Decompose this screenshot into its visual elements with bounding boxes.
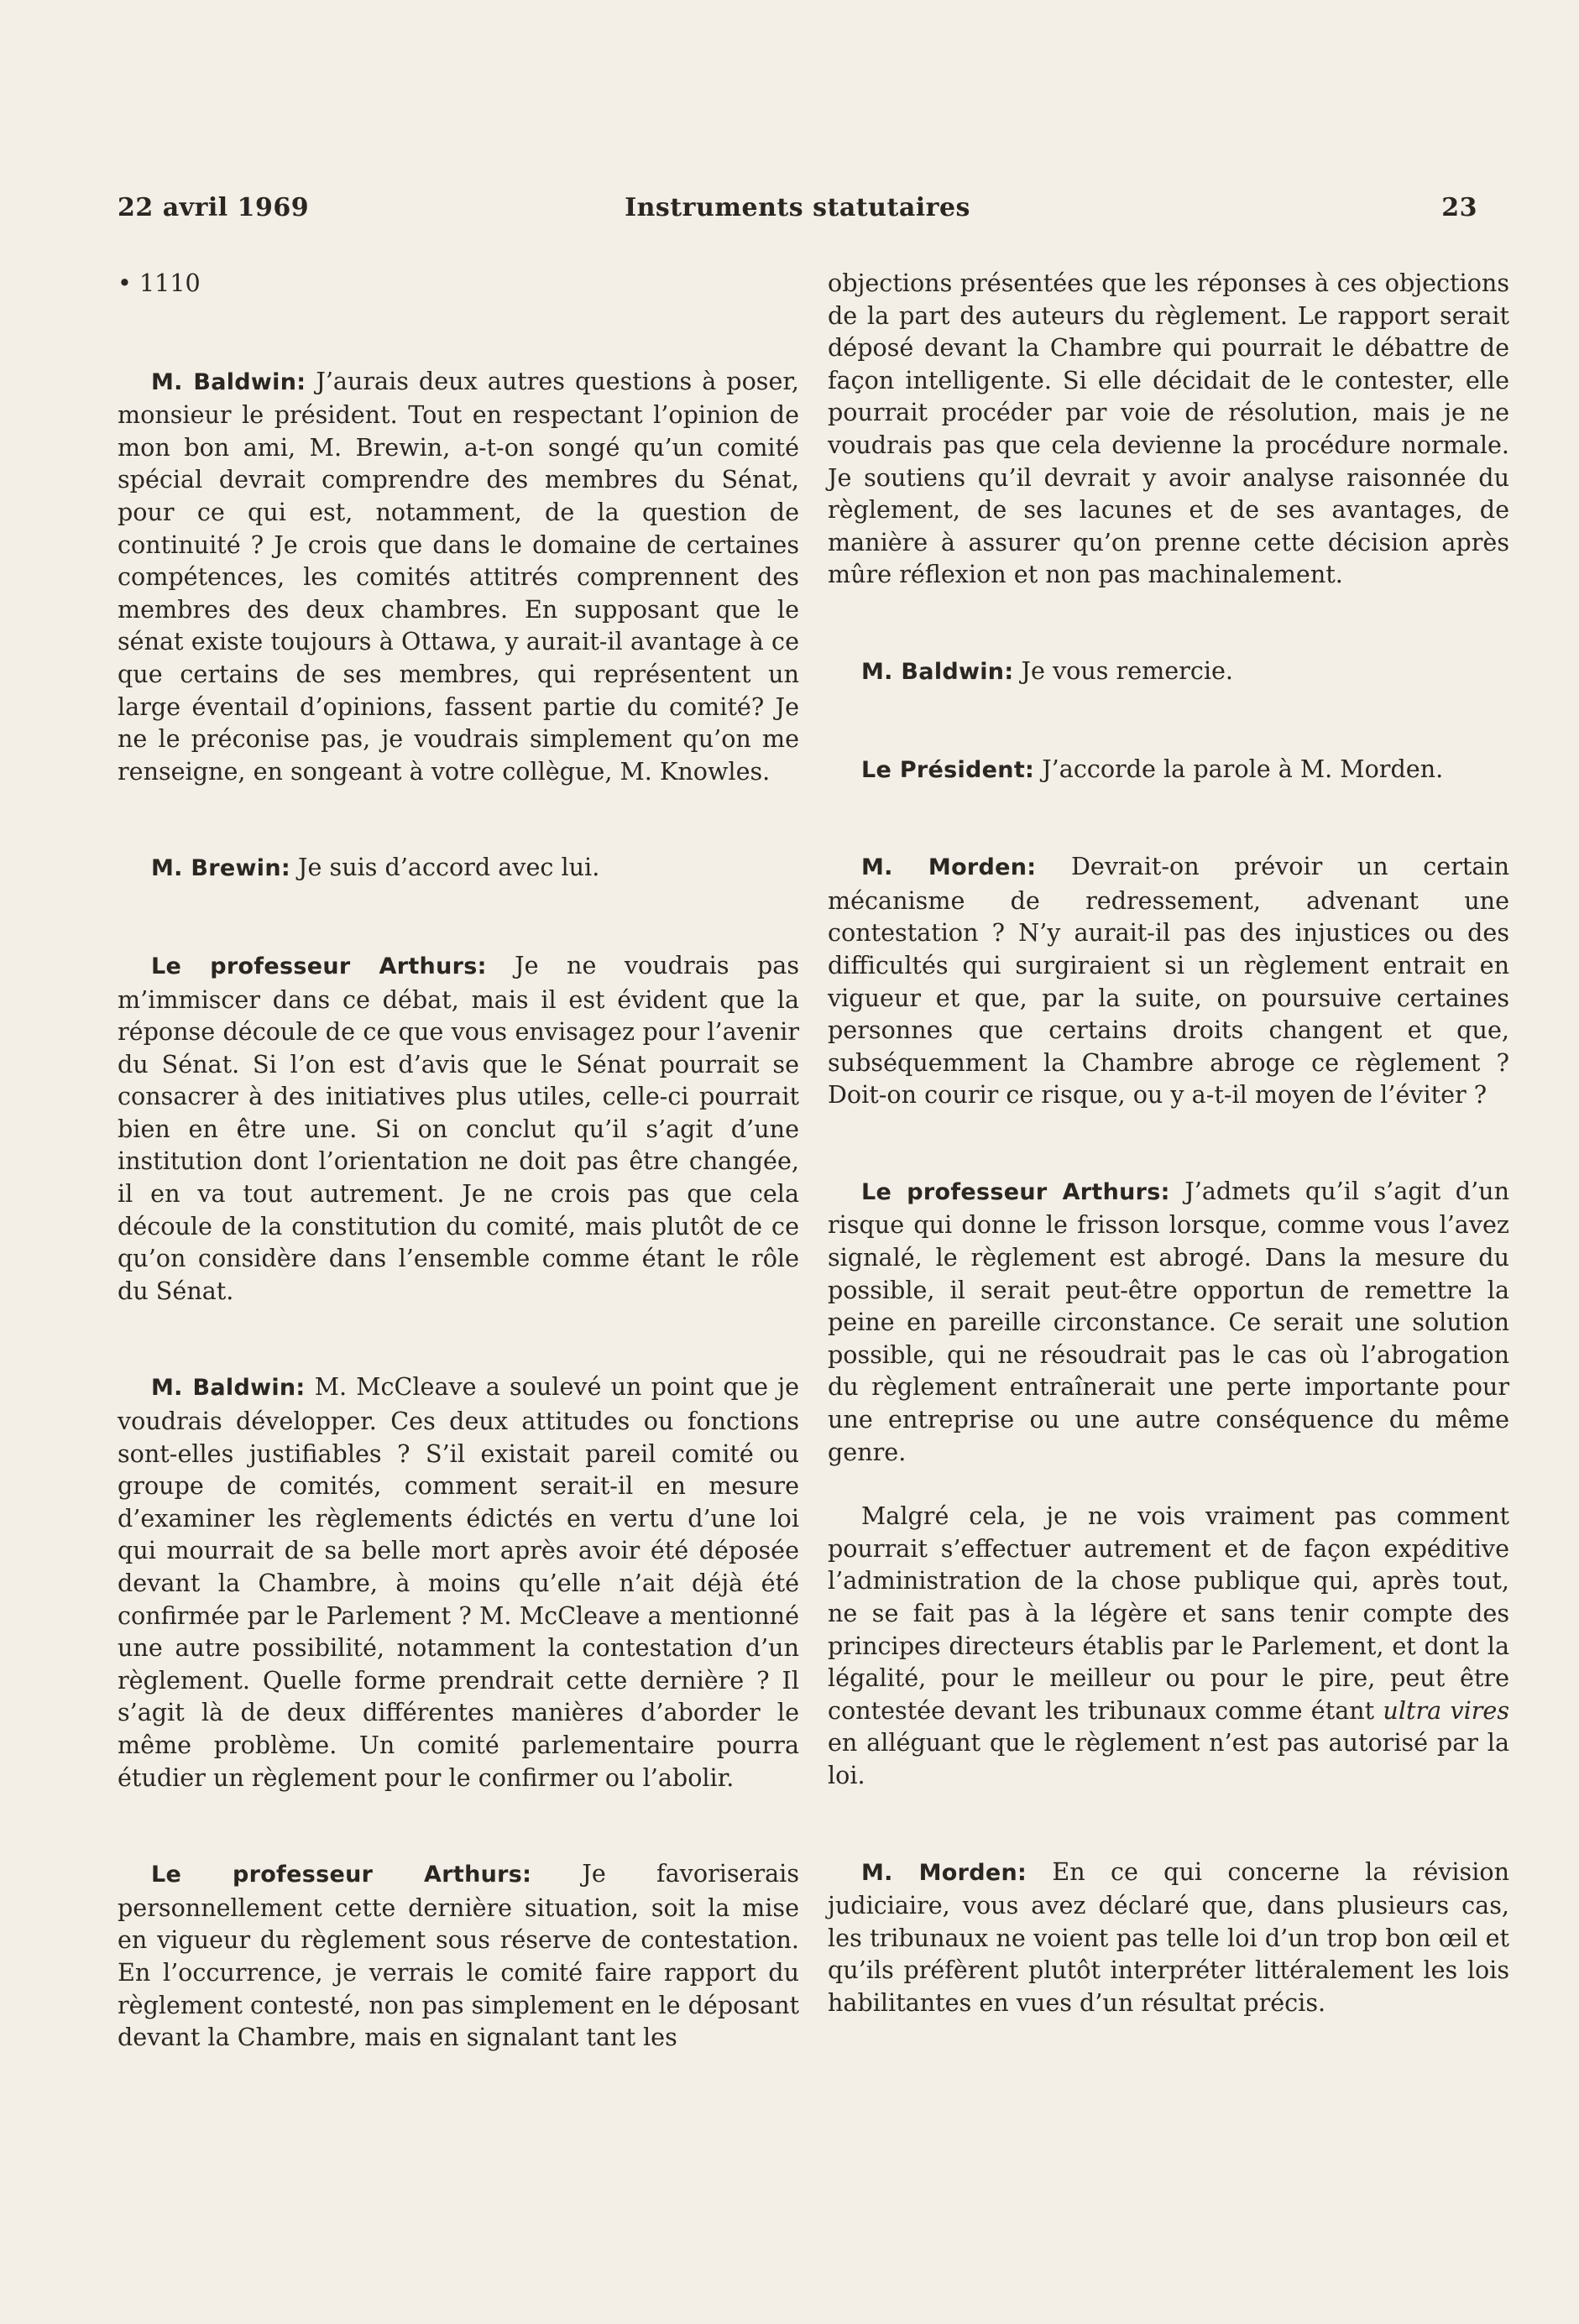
right-column — [828, 267, 1509, 2019]
paragraph — [118, 851, 799, 885]
paragraph — [828, 1856, 1509, 2019]
paragraph-text: Je suis d’accord avec lui. — [290, 853, 600, 882]
paragraph — [828, 655, 1509, 689]
paragraph — [828, 850, 1509, 1111]
paragraph — [118, 1857, 799, 2054]
left-column — [118, 267, 799, 2054]
paragraph-text: Devrait-on prévoir un certain mécanisme de redressement, advenant une contestation ? N’y aurait-il pas des injustices ou des difficultés qui surgiraient si un règlement entrait en vigueur et que, par la suite, on poursuive certaines personnes que certains droits changent et que, subséquemment la Chambre abroge ce règlement ? Doit-on courir ce risque, ou y a-t-il moyen de l’éviter ? — [828, 852, 1509, 1110]
header-date: 22 avril 1969 — [118, 193, 310, 222]
speaker-name: M. Morden: — [861, 854, 1037, 881]
paragraph — [828, 1175, 1509, 1468]
speaker-name: Le professeur Arthurs: — [151, 1862, 532, 1888]
paragraph-text: J’aurais deux autres questions à poser, monsieur le président. Tout en respectant l’opinion de mon bon ami, M. Brewin, a-t-on songé qu’un comité spécial devrait comprendre des membres du Sénat, pour ce qui est, notamment, de la question de continuité ? Je crois que dans le domaine de certaines compétences, les comités attitrés comprennent des membres des deux chambres. En supposant que le sénat existe toujours à Ottawa, y aurait-il avantage à ce que certains de ses membres, qui représentent un large éventail d’opinions, fassent partie du comité? Je ne le préconise pas, je voudrais simplement qu’on me renseigne, en songeant à votre collègue, M. Knowles. — [118, 366, 799, 786]
paragraph-text: Je vous remercie. — [1013, 655, 1234, 685]
italic-term: ultra vires — [1383, 1695, 1510, 1725]
speaker-name: M. Morden: — [861, 1859, 1027, 1886]
paragraph-continuation: objections présentées que les réponses à ces objections de la part des auteurs du règlement. Le rapport serait déposé devant la Chambre qui pourrait le débattre de façon intelligente. Si elle décidait de le contester, elle pourrait procéder par voie de résolution, mais je ne voudrais pas que cela devienne la procédure normale. Je soutiens qu’il devrait y avoir analyse raisonnée du règlement, de ses lacunes et de ses avantages, de manière à assurer qu’on prenne cette décision après mûre réflexion et non pas machinalement. — [828, 269, 1509, 589]
speaker-name: M. Baldwin: — [861, 658, 1014, 685]
paragraph-text: M. McCleave a soulevé un point que je voudrais développer. Ces deux attitudes ou fonctions sont-elles justifiables ? S’il existait pareil comité ou groupe de comités, comment serait-il en mesure d’examiner les règlements édictés en vertu d’une loi qui mourrait de sa belle mort après avoir été déposée devant la Chambre, à moins qu’elle n’ait déjà été confirmée par le Parlement ? M. McCleave a mentionné une autre possibilité, notamment la contestation d’un règlement. Quelle forme prendrait cette dernière ? Il s’agit là de deux différentes manières d’aborder le même problème. Un comité parlementaire pourra étudier un règlement pour le confirmer ou l’abolir. — [118, 1372, 799, 1792]
speaker-name: Le professeur Arthurs: — [861, 1178, 1170, 1205]
paragraph-text: Je ne voudrais pas m’immiscer dans ce débat, mais il est évident que la réponse découle de ce que vous envisagez pour l’avenir du Sénat. Si l’on est d’avis que le Sénat pourrait se consacrer à des initiatives plus utiles, celle-ci pourrait bien en être une. Si on conclut qu’il s’agit d’une institution dont l’orientation ne doit pas être changée, il en va tout autrement. Je ne crois pas que cela découle de la constitution du comité, mais plutôt de ce qu’on considère dans l’ensemble comme étant le rôle du Sénat. — [118, 950, 800, 1305]
paragraph — [118, 365, 799, 788]
paragraph-text: Je favoriserais personnellement cette dernière situation, soit la mise en vigueur du règlement sous réserve de contestation. En l’occurrence, je verrais le comité faire rapport du règlement contesté, non pas simplement en le déposant devant la Chambre, mais en signalant tant les — [118, 1859, 799, 2052]
paragraph — [828, 1500, 1509, 1791]
paragraph-text: En ce qui concerne la révision judiciaire, vous avez déclaré que, dans plusieurs cas, les tribunaux ne voient pas telle loi d’un trop bon œil et qu’ils préfèrent plutôt interpréter littéralement les lois habilitantes en vues d’un résultat précis. — [828, 1857, 1509, 2017]
speaker-name: M. Baldwin: — [151, 1375, 306, 1402]
paragraph — [828, 753, 1509, 787]
speaker-name: Le professeur Arthurs: — [151, 953, 487, 979]
header-title: Instruments statutaires — [625, 193, 970, 222]
speaker-name: Le Président: — [861, 756, 1035, 783]
paragraph-text: Malgré cela, je ne vois vraiment pas comment pourrait s’effectuer autrement et de façon expéditive l’administration de la chose publique qui, après tout, ne se fait pas à la légère et sans tenir compte des principes directeurs établis par le Parlement, et dont la légalité, pour le meilleur ou pour le pire, peut être contestée devant les tribunaux comme étant — [828, 1501, 1509, 1725]
paragraph — [118, 949, 799, 1308]
time-marker: • 1110 — [118, 269, 201, 297]
paragraph-text: en alléguant que le règlement n’est pas autorisé par la loi. — [828, 1728, 1509, 1789]
speaker-name: M. Brewin: — [151, 855, 290, 882]
paragraph-text: J’accorde la parole à M. Morden. — [1034, 754, 1444, 783]
paragraph — [118, 1371, 799, 1794]
paragraph-text: J’admets qu’il s’agit d’un risque qui donne le frisson lorsque, comme vous l’avez signalé, le règlement est abrogé. Dans la mesure du possible, il serait peut-être opportun de remettre la peine en pareille circonstance. Ce serait une solution possible, qui ne résoudrait pas le cas où l’abrogation du règlement entraînerait une perte importante pour une entreprise ou une autre conséquence du même genre. — [828, 1176, 1509, 1466]
speaker-name: M. Baldwin: — [151, 368, 306, 395]
page-header — [118, 193, 1477, 227]
page-number: 23 — [1441, 193, 1477, 222]
